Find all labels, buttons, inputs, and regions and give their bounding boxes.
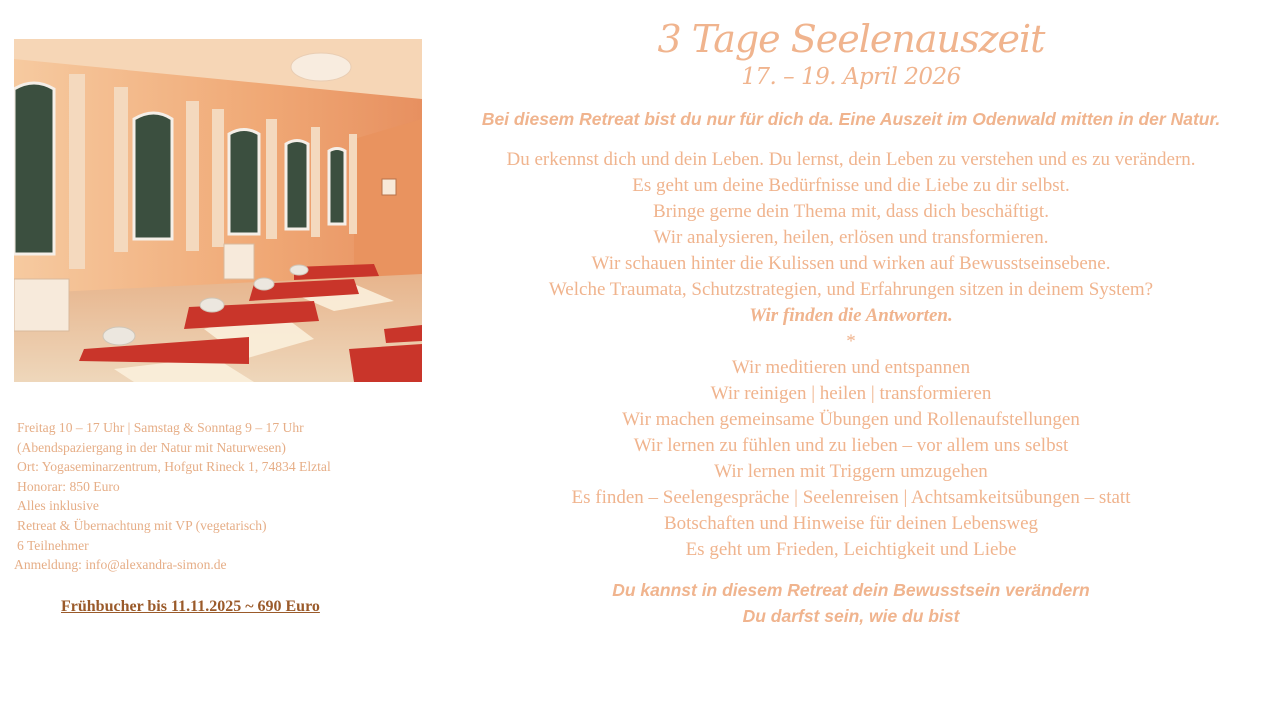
closing-line-1: Du kannst in diesem Retreat dein Bewusstsein verändern <box>612 580 1090 600</box>
description-line: Wir lernen zu fühlen und zu lieben – vor allem uns selbst <box>633 435 1069 456</box>
participants-text: 6 Teilnehmer <box>17 537 89 553</box>
intro-text: Bei diesem Retreat bist du nur für dich da. Eine Auszeit im Odenwald mitten in der Natur. <box>481 109 1221 129</box>
location-text: Ort: Yogaseminarzentrum, Hofgut Rineck 1, 74834 Elztal <box>17 459 331 475</box>
description-lines <box>436 147 1266 563</box>
closing-line-2: Du darfst sein, wie du bist <box>742 606 960 626</box>
retreat-description <box>436 14 1266 629</box>
stay-text: Retreat & Übernachtung mit VP (vegetarisch) <box>17 517 267 533</box>
description-line: Wir meditieren und entspannen <box>731 357 971 378</box>
closing-text <box>436 577 1266 629</box>
description-line: Wir lernen mit Triggern umzugehen <box>714 461 988 482</box>
description-line: Bringe gerne dein Thema mit, dass dich beschäftigt. <box>653 201 1049 222</box>
event-details <box>14 418 434 575</box>
description-line: Botschaften und Hinweise für deinen Lebensweg <box>663 513 1039 534</box>
inclusive-text: Alles inklusive <box>17 498 99 514</box>
event-date: 17. – 19. April 2026 <box>741 64 961 90</box>
retreat-room-photo <box>14 39 422 382</box>
evening-walk-text: (Abendspaziergang in der Natur mit Naturwesen) <box>17 439 286 455</box>
registration-text: Anmeldung: info@alexandra-simon.de <box>14 557 227 573</box>
schedule-text: Freitag 10 – 17 Uhr | Samstag & Sonntag 9 – 17 Uhr <box>17 420 304 435</box>
description-line: Wir machen gemeinsame Übungen und Rollenaufstellungen <box>622 409 1080 430</box>
description-line: Es geht um deine Bedürfnisse und die Liebe zu dir selbst. <box>632 175 1070 196</box>
description-line: Es geht um Frieden, Leichtigkeit und Liebe <box>685 539 1017 560</box>
asterisk-divider: * <box>846 331 856 352</box>
description-line: Wir reinigen | heilen | transformieren <box>710 383 992 404</box>
answers-line: Wir finden die Antworten. <box>749 305 953 326</box>
fee-text: Honorar: 850 Euro <box>17 478 120 494</box>
earlybird-offer-link[interactable]: Frühbucher bis 11.11.2025 ~ 690 Euro <box>61 598 320 615</box>
description-line: Wir schauen hinter die Kulissen und wirken auf Bewusstseinsebene. <box>591 253 1111 274</box>
description-line: Welche Traumata, Schutzstrategien, und Erfahrungen sitzen in deinem System? <box>548 279 1154 300</box>
description-line: Du erkennst dich und dein Leben. Du lernst, dein Leben zu verstehen und es zu verändern. <box>506 149 1196 170</box>
page-title: 3 Tage Seelenauszeit <box>657 17 1045 61</box>
description-line: Wir analysieren, heilen, erlösen und transformieren. <box>653 227 1049 248</box>
description-line: Es finden – Seelengespräche | Seelenreisen | Achtsamkeitsübungen – statt <box>571 487 1131 508</box>
